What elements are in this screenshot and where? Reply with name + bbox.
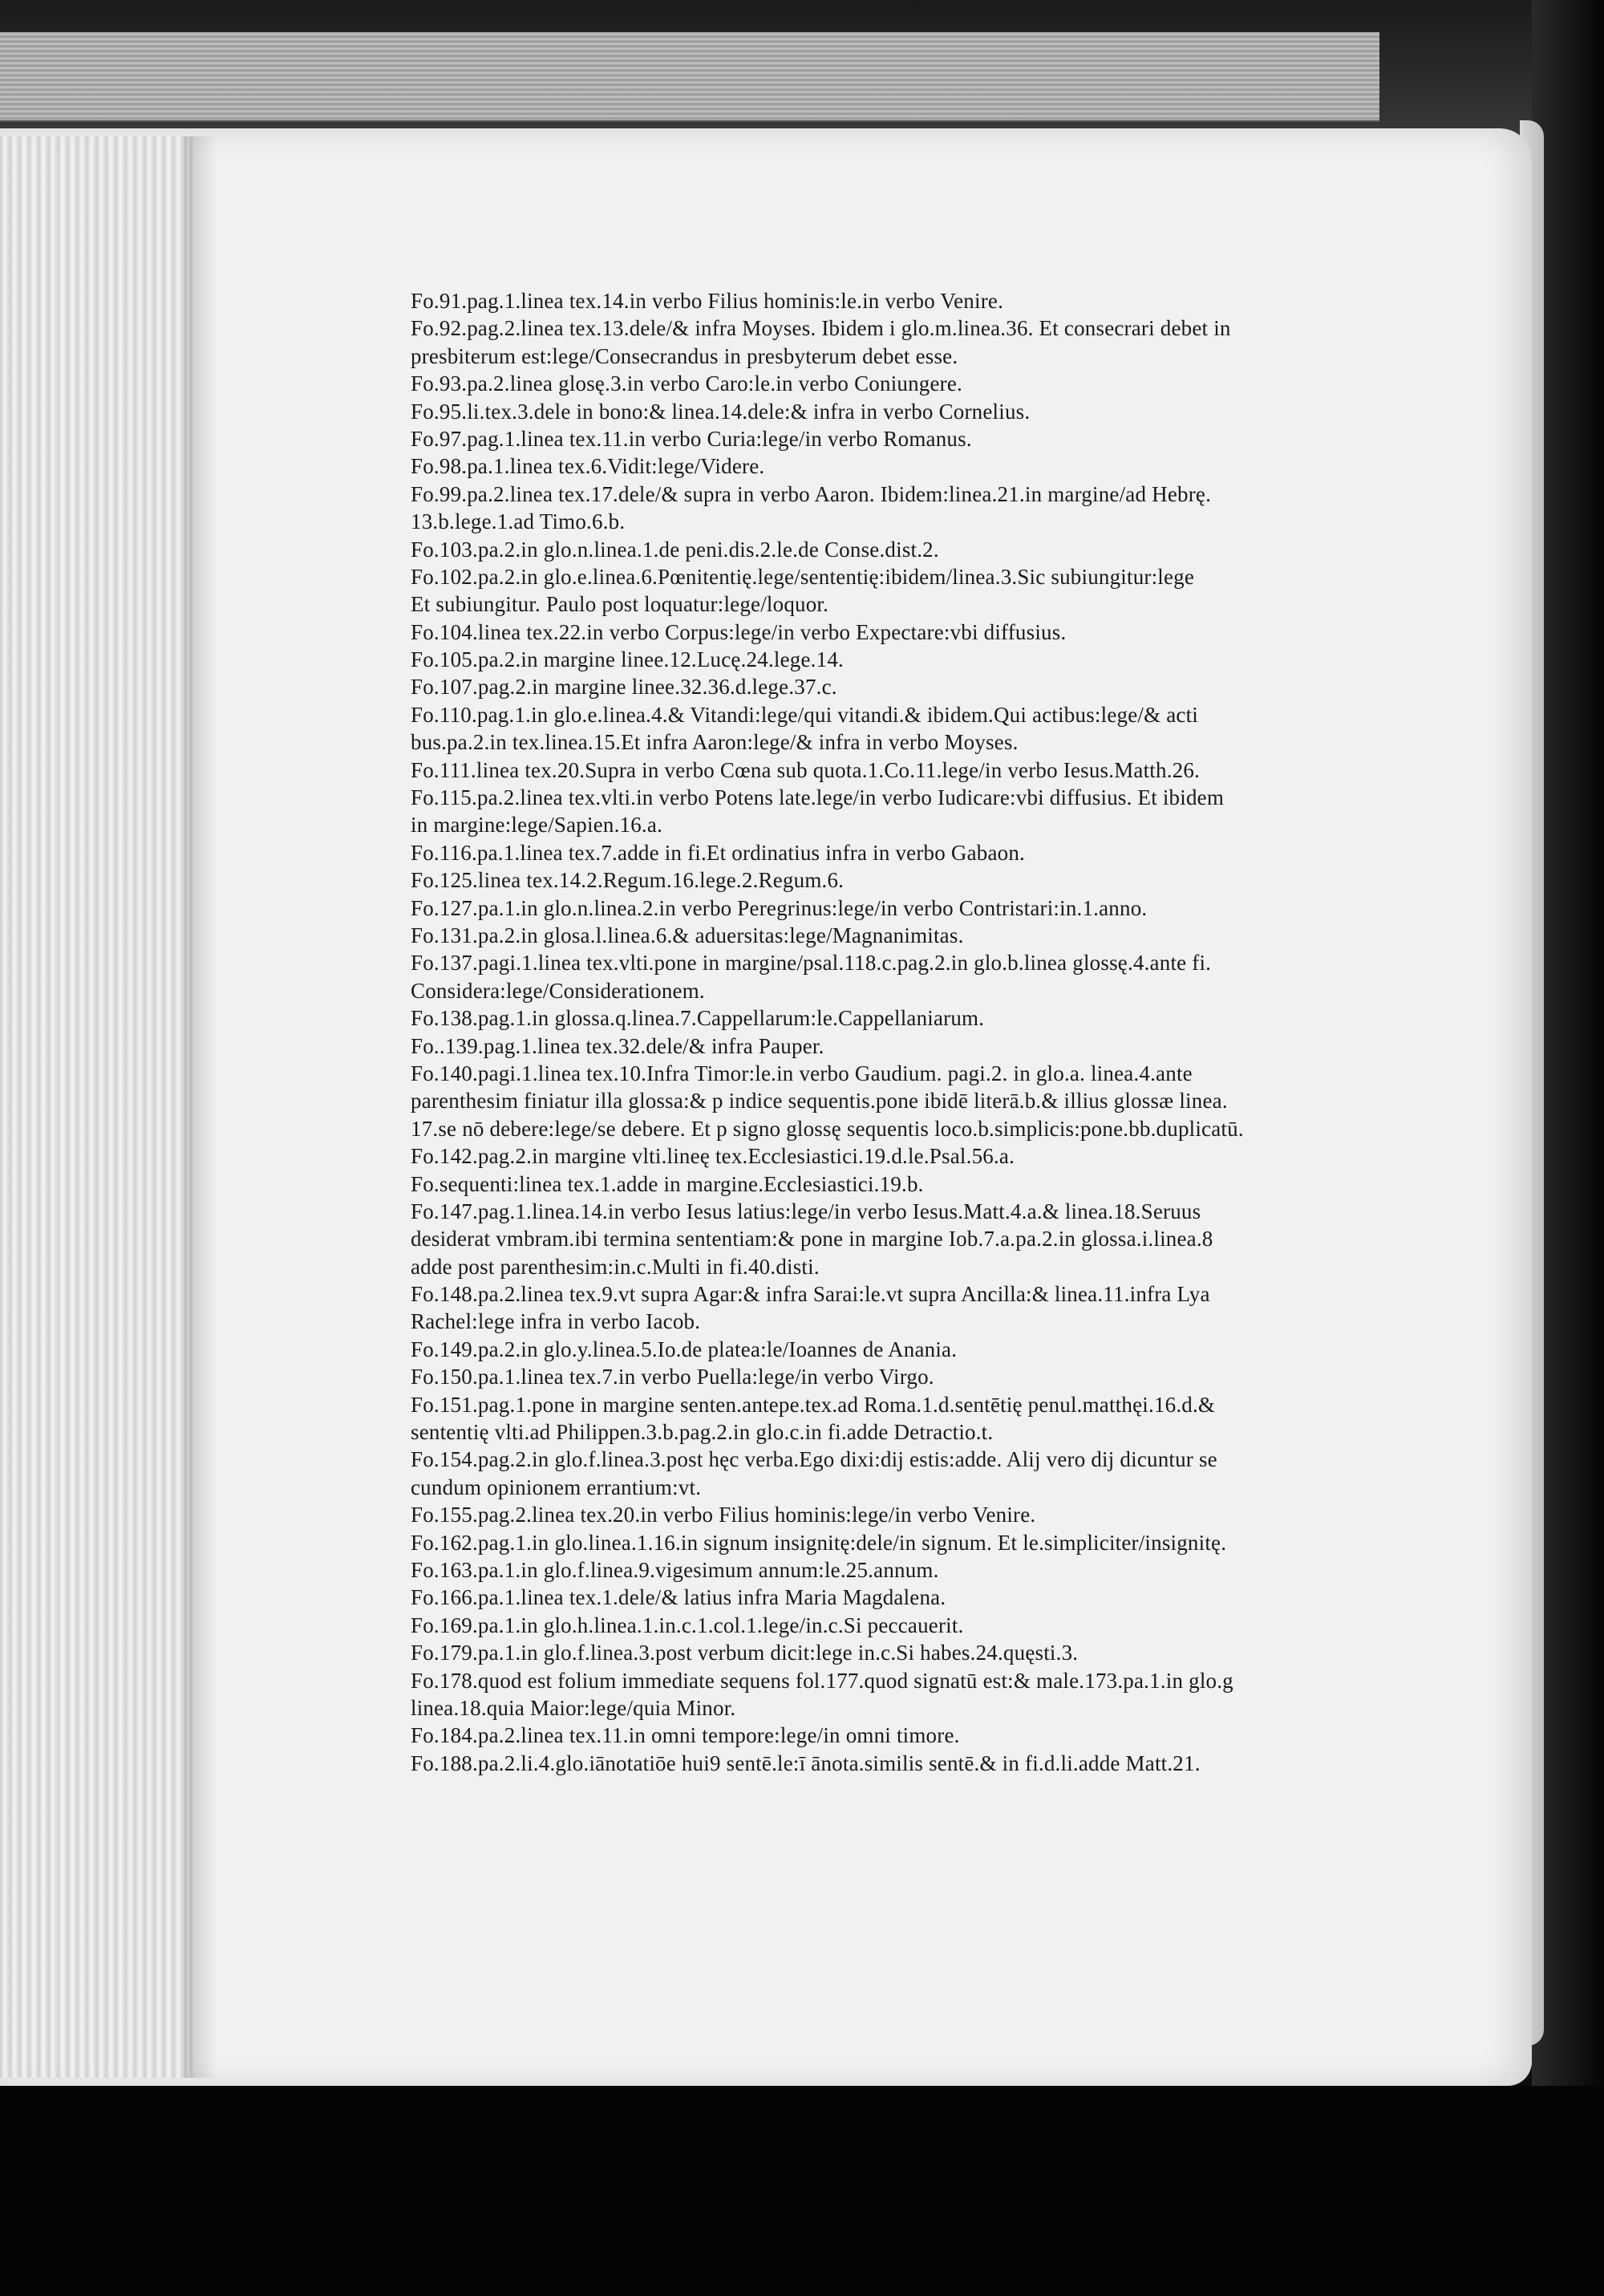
errata-line: 17.se nō debere:lege/se debere. Et p signo glossę sequentis loco.b.simplicis:pone.bb.duplicatū.	[411, 1116, 1244, 1141]
errata-line: Considera:lege/Considerationem.	[411, 978, 705, 1003]
errata-line: Fo.110.pag.1.in glo.e.linea.4.& Vitandi:lege/qui vitandi.& ibidem.Qui actibus:lege/& acti	[411, 702, 1199, 727]
gutter-shadow	[184, 136, 217, 2078]
errata-line: Fo.sequenti:linea tex.1.adde in margine.Ecclesiastici.19.b.	[411, 1171, 924, 1196]
background-bottom	[0, 2086, 1604, 2296]
errata-line: Fo..139.pag.1.linea tex.32.dele/& infra Pauper.	[411, 1033, 824, 1058]
errata-line: Fo.137.pagi.1.linea tex.vlti.pone in margine/psal.118.c.pag.2.in glo.b.linea glossę.4.ante fi.	[411, 951, 1212, 976]
errata-line: desiderat vmbram.ibi termina sententiam:& pone in margine Iob.7.a.pa.2.in glossa.i.linea.8	[411, 1227, 1213, 1251]
errata-line: Fo.148.pa.2.linea tex.9.vt supra Agar:& infra Sarai:le.vt supra Ancilla:& linea.11.infra Lya	[411, 1282, 1210, 1307]
errata-line: Fo.178.quod est folium immediate sequens fol.177.quod signatū est:& male.173.pa.1.in glo.g	[411, 1668, 1233, 1693]
errata-line: Fo.162.pag.1.in glo.linea.1.16.in signum insignitę:dele/in signum. Et le.simpliciter/insignitę.	[411, 1530, 1227, 1555]
errata-text	[411, 287, 1445, 1777]
page-stack-edges	[0, 136, 192, 2078]
errata-line: Fo.99.pa.2.linea tex.17.dele/& supra in verbo Aaron. Ibidem:linea.21.in margine/ad Hebrę.	[411, 481, 1212, 506]
errata-line: Et subiungitur. Paulo post loquatur:lege/loquor.	[411, 592, 829, 617]
errata-line: Fo.127.pa.1.in glo.n.linea.2.in verbo Peregrinus:lege/in verbo Contristari:in.1.anno.	[411, 895, 1148, 920]
errata-line: Fo.163.pa.1.in glo.f.linea.9.vigesimum annum:le.25.annum.	[411, 1557, 939, 1582]
errata-line: Fo.116.pa.1.linea tex.7.adde in fi.Et ordinatius infra in verbo Gabaon.	[411, 840, 1026, 865]
errata-line: Fo.105.pa.2.in margine linee.12.Lucę.24.lege.14.	[411, 647, 844, 672]
errata-line: Fo.98.pa.1.linea tex.6.Vidit:lege/Videre.	[411, 454, 765, 479]
errata-line: Fo.131.pa.2.in glosa.l.linea.6.& aduersitas:lege/Magnanimitas.	[411, 923, 964, 947]
errata-line: sententię vlti.ad Philippen.3.b.pag.2.in glo.c.in fi.adde Detractio.t.	[411, 1420, 994, 1445]
errata-line: Fo.95.li.tex.3.dele in bono:& linea.14.dele:& infra in verbo Cornelius.	[411, 399, 1031, 424]
errata-line: Fo.166.pa.1.linea tex.1.dele/& latius infra Maria Magdalena.	[411, 1585, 946, 1610]
book-fore-edge	[0, 32, 1379, 122]
errata-line: Fo.188.pa.2.li.4.glo.iānotatiōe hui9 sentē.le:ī ānota.similis sentē.& in fi.d.li.adde Matt.21.	[411, 1750, 1201, 1775]
errata-line: Fo.140.pagi.1.linea tex.10.Infra Timor:le.in verbo Gaudium. pagi.2. in glo.a. linea.4.ante	[411, 1061, 1193, 1085]
errata-line: Fo.107.pag.2.in margine linee.32.36.d.lege.37.c.	[411, 675, 837, 700]
errata-line: adde post parenthesim:in.c.Multi in fi.40.disti.	[411, 1254, 820, 1279]
errata-line: Rachel:lege infra in verbo Iacob.	[411, 1309, 701, 1334]
errata-line: Fo.92.pag.2.linea tex.13.dele/& infra Moyses. Ibidem i glo.m.linea.36. Et consecrari debet in	[411, 316, 1231, 341]
errata-line: Fo.142.pag.2.in margine vlti.lineę tex.Ecclesiastici.19.d.le.Psal.56.a.	[411, 1144, 1015, 1169]
errata-line: Fo.147.pag.1.linea.14.in verbo Iesus latius:lege/in verbo Iesus.Matt.4.a.& linea.18.Seruus	[411, 1199, 1201, 1223]
errata-line: in margine:lege/Sapien.16.a.	[411, 813, 663, 838]
errata-line: linea.18.quia Maior:lege/quia Minor.	[411, 1695, 736, 1720]
errata-line: 13.b.lege.1.ad Timo.6.b.	[411, 509, 626, 534]
errata-line: Fo.93.pa.2.linea glosę.3.in verbo Caro:le.in verbo Coniungere.	[411, 371, 963, 396]
errata-line: Fo.149.pa.2.in glo.y.linea.5.Io.de platea:le/Ioannes de Anania.	[411, 1337, 958, 1361]
errata-line: Fo.102.pa.2.in glo.e.linea.6.Pœnitentię.lege/sententię:ibidem/linea.3.Sic subiungitur:lege	[411, 564, 1195, 589]
errata-line: cundum opinionem errantium:vt.	[411, 1475, 702, 1499]
errata-line: parenthesim finiatur illa glossa:& p indice sequentis.pone ibidē literā.b.& illius glossæ linea.	[411, 1089, 1228, 1114]
errata-line: bus.pa.2.in tex.linea.15.Et infra Aaron:lege/& infra in verbo Moyses.	[411, 730, 1019, 755]
errata-line: Fo.150.pa.1.linea tex.7.in verbo Puella:lege/in verbo Virgo.	[411, 1365, 934, 1389]
errata-line: Fo.104.linea tex.22.in verbo Corpus:lege/in verbo Expectare:vbi diffusius.	[411, 619, 1067, 644]
errata-line: Fo.111.linea tex.20.Supra in verbo Cœna sub quota.1.Co.11.lege/in verbo Iesus.Matth.26.	[411, 757, 1201, 782]
errata-line: Fo.169.pa.1.in glo.h.linea.1.in.c.1.col.1.lege/in.c.Si peccauerit.	[411, 1612, 964, 1637]
errata-line: Fo.151.pag.1.pone in margine senten.antepe.tex.ad Roma.1.d.sentētię penul.matthęi.16.d.&	[411, 1392, 1216, 1417]
errata-line: Fo.91.pag.1.linea tex.14.in verbo Filius hominis:le.in verbo Venire.	[411, 289, 1004, 313]
errata-line: Fo.155.pag.2.linea tex.20.in verbo Filius hominis:lege/in verbo Venire.	[411, 1503, 1036, 1527]
errata-line: Fo.138.pag.1.in glossa.q.linea.7.Cappellarum:le.Cappellaniarum.	[411, 1006, 985, 1031]
errata-line: Fo.115.pa.2.linea tex.vlti.in verbo Potens late.lege/in verbo Iudicare:vbi diffusius. Et ibidem	[411, 785, 1225, 810]
errata-line: Fo.97.pag.1.linea tex.11.in verbo Curia:lege/in verbo Romanus.	[411, 426, 972, 451]
errata-line: Fo.179.pa.1.in glo.f.linea.3.post verbum dicit:lege in.c.Si habes.24.quęsti.3.	[411, 1641, 1079, 1665]
errata-line: Fo.103.pa.2.in glo.n.linea.1.de peni.dis.2.le.de Conse.dist.2.	[411, 537, 939, 562]
errata-line: Fo.154.pag.2.in glo.f.linea.3.post hęc verba.Ego dixi:dij estis:adde. Alij vero dij dicuntur se	[411, 1447, 1217, 1472]
errata-line: presbiterum est:lege/Consecrandus in presbyterum debet esse.	[411, 343, 958, 368]
errata-line: Fo.125.linea tex.14.2.Regum.16.lege.2.Regum.6.	[411, 868, 845, 893]
errata-line: Fo.184.pa.2.linea tex.11.in omni tempore:lege/in omni timore.	[411, 1723, 960, 1748]
